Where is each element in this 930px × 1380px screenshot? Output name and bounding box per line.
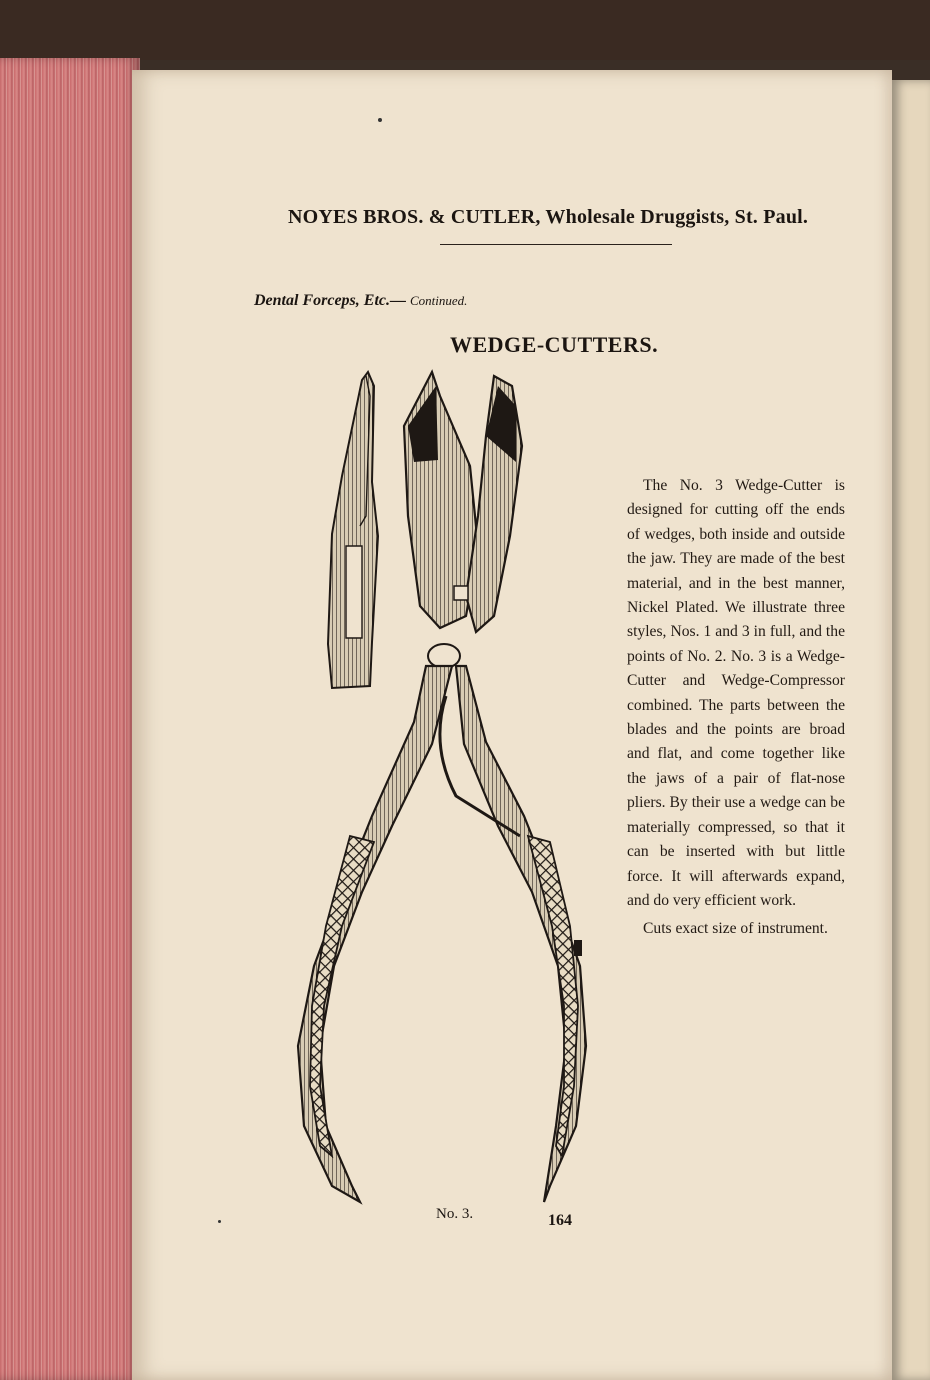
- product-title: WEDGE-CUTTERS.: [450, 332, 659, 357]
- header-rule: [440, 244, 672, 245]
- plier-jaws: [404, 372, 522, 668]
- page-number: 164: [548, 1212, 572, 1229]
- illustration-caption: No. 3.: [436, 1206, 474, 1222]
- facing-page-edge: [892, 80, 930, 1380]
- section-title: Dental Forceps, Etc.—: [254, 292, 406, 309]
- section-continued: Continued.: [410, 293, 468, 308]
- tip-detail-no-2: [328, 372, 378, 688]
- product-description: [627, 474, 845, 942]
- wedge-cutter-illustration: [280, 366, 590, 1216]
- page-edges: [0, 58, 140, 1380]
- description-paragraph: Cuts exact size of instrument.: [643, 920, 828, 938]
- print-speck: [218, 1220, 221, 1223]
- print-speck: [378, 118, 382, 122]
- page-header: NOYES BROS. & CUTLER, Wholesale Druggists, St. Paul.: [288, 206, 809, 228]
- book-top-edge: [0, 0, 930, 60]
- plier-handles: [298, 666, 586, 1202]
- description-paragraph: The No. 3 Wedge-Cutter is designed for cutting off the ends of wedges, both inside and outside the jaw. They are made of the best material, and in the best manner, Nickel Plated. We illustrate three styles, Nos. 1 and 3 in full, and the points of No. 2. No. 3 is a Wedge-Cutter and Wedge-Compressor combined. The parts between the blades and the points are broad and flat, and come together like the jaws of a pair of flat-nose pliers. By their use a wedge can be materially compressed, so that it can be inserted with but little force. It will afterwards expand, and do very efficient work.: [627, 477, 845, 909]
- section-heading: [254, 292, 467, 310]
